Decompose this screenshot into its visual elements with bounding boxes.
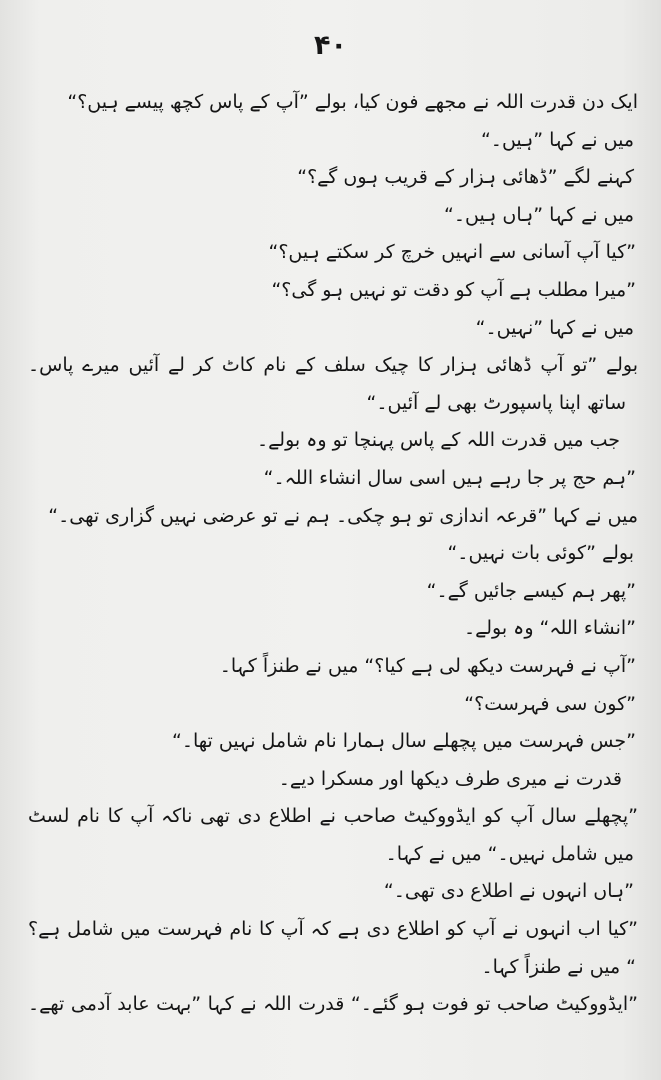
text-line: جب میں قدرت اللہ کے پاس پہنچا تو وہ بولے۔ — [257, 429, 620, 452]
text-line: بولے ”تو آپ ڈھائی ہزار کا چیک سلف کے نام کاٹ کر لے آئیں میرے پاس۔ — [28, 354, 638, 377]
text-line: قدرت نے میری طرف دیکھا اور مسکرا دیے۔ — [278, 767, 622, 790]
text-line: میں شامل نہیں۔“ میں نے کہا۔ — [385, 842, 634, 865]
text-line: میں نے کہا ”نہیں۔“ — [475, 316, 634, 339]
text-line: کہنے لگے ”ڈھائی ہزار کے قریب ہوں گے؟“ — [297, 166, 634, 189]
text-line: میں نے کہا ”ہاں ہیں۔“ — [444, 203, 634, 226]
text-line: بولے ”کوئی بات نہیں۔“ — [447, 542, 634, 565]
text-line: ”انشاء اللہ“ وہ بولے۔ — [463, 617, 636, 640]
text-line: “ میں نے طنزاً کہا۔ — [481, 955, 636, 978]
text-line: ”جس فہرست میں پچھلے سال ہمارا نام شامل نہیں تھا۔“ — [172, 730, 636, 753]
text-line: ”ہاں انہوں نے اطلاع دی تھی۔“ — [383, 880, 634, 903]
page-number: ۴۰ — [314, 30, 347, 61]
text-line: ”کیا آپ آسانی سے انہیں خرچ کر سکتے ہیں؟“ — [268, 241, 636, 264]
text-line: ”آپ نے فہرست دیکھ لی ہے کیا؟“ میں نے طنزاً کہا۔ — [219, 654, 636, 677]
text-line: ”ہم حج پر جا رہے ہیں اسی سال انشاء اللہ۔“ — [263, 466, 636, 489]
page-text — [28, 84, 638, 1024]
text-line: ساتھ اپنا پاسپورٹ بھی لے آئیں۔“ — [366, 391, 626, 414]
text-line: ”پچھلے سال آپ کو ایڈووکیٹ صاحب نے اطلاع دی تھی ناکہ آپ کا نام لسٹ — [28, 805, 638, 828]
text-line: ”کون سی فہرست؟“ — [464, 692, 636, 715]
text-line: ”ایڈووکیٹ صاحب تو فوت ہو گئے۔“ قدرت اللہ نے کہا ”بہت عابد آدمی تھے۔ — [28, 993, 638, 1016]
text-line: میں نے کہا ”ہیں۔“ — [480, 128, 634, 151]
text-line: میں نے کہا ”قرعہ اندازی تو ہو چکی۔ ہم نے تو عرضی نہیں گزاری تھی۔“ — [48, 504, 638, 527]
text-line: ”کیا اب انہوں نے آپ کو اطلاع دی ہے کہ آپ کا نام فہرست میں شامل ہے؟ — [28, 918, 638, 941]
text-line: ”پھر ہم کیسے جائیں گے۔“ — [426, 579, 636, 602]
text-line: ”میرا مطلب ہے آپ کو دقت تو نہیں ہو گی؟“ — [271, 278, 636, 301]
text-line: ایک دن قدرت اللہ نے مجھے فون کیا، بولے ”آپ کے پاس کچھ پیسے ہیں؟“ — [67, 91, 638, 113]
